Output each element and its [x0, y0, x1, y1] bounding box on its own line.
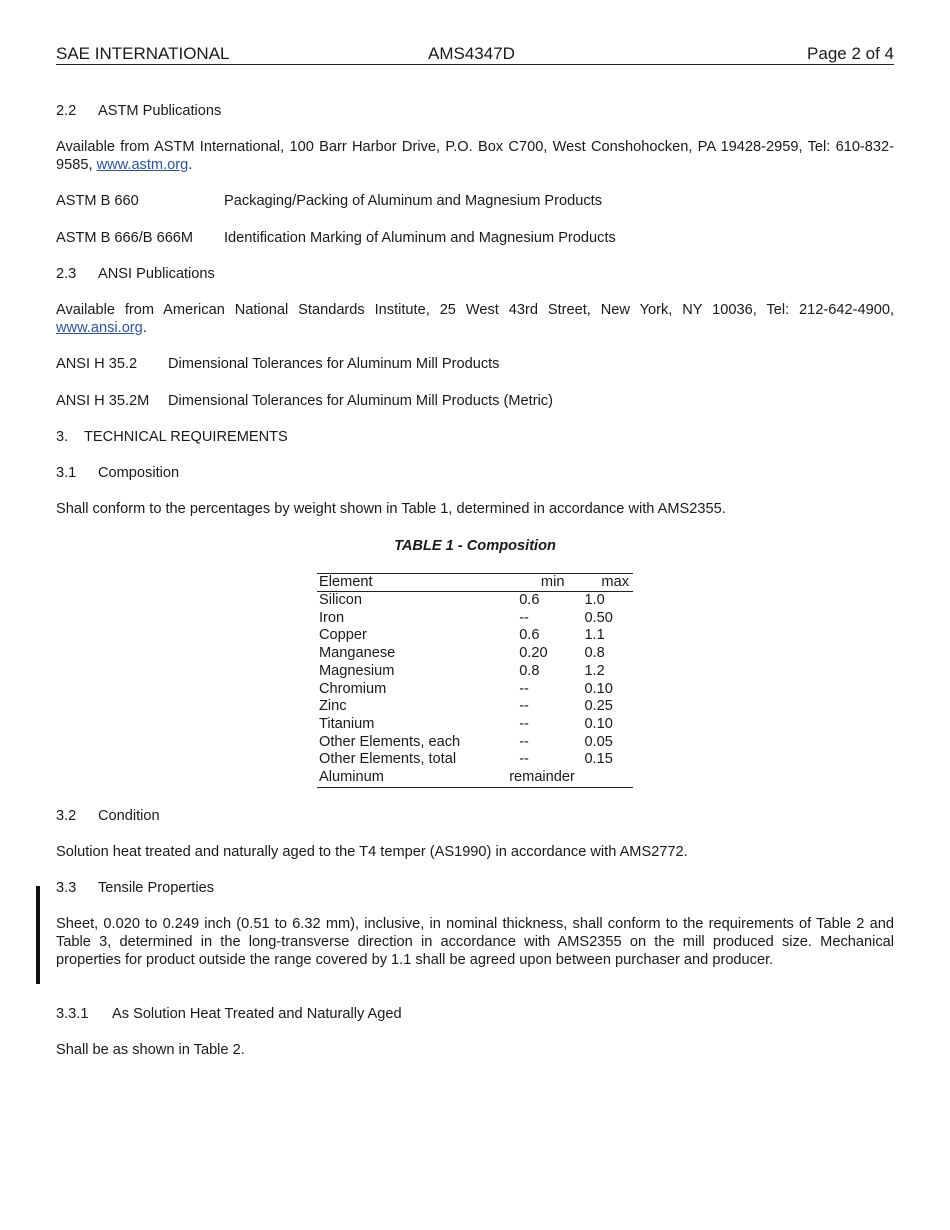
element-cell: Iron — [319, 609, 345, 626]
reference-code: ASTM B 660 — [56, 193, 139, 209]
table-row — [317, 681, 633, 699]
tensile-properties-paragraph: Sheet, 0.020 to 0.249 inch (0.51 to 6.32 mm), inclusive, in nominal thickness, shall conform to the requirements of Table 2 and Table 3, determined in the long-transverse direction in accordance with AMS2355 on the mill produced size. Mechanical properties for product outside the range covered by 1.1 shall be agreed upon between purchaser and producer. — [56, 916, 894, 968]
astm-website-link[interactable]: www.astm.org — [96, 157, 189, 173]
reference-item — [56, 392, 894, 410]
section-title: ASTM Publications — [98, 103, 222, 119]
element-cell: Titanium — [319, 715, 375, 732]
element-cell: Magnesium — [319, 662, 395, 679]
table-row — [317, 716, 633, 734]
element-cell: Other Elements, total — [319, 751, 457, 768]
sentence-period: . — [142, 320, 147, 336]
max-cell: 1.1 — [584, 627, 605, 644]
table-row — [317, 645, 633, 663]
max-cell: 1.0 — [584, 592, 605, 608]
reference-title: Dimensional Tolerances for Aluminum Mill Products (Metric) — [168, 393, 553, 409]
element-cell: Manganese — [319, 645, 396, 662]
min-cell: 0.20 — [519, 645, 548, 662]
element-cell: Other Elements, each — [319, 733, 461, 750]
min-cell: -- — [519, 715, 529, 732]
section-title: Tensile Properties — [98, 880, 214, 896]
table-row — [317, 610, 633, 628]
max-cell: 0.10 — [584, 680, 613, 697]
section-number: 2.2 — [56, 103, 77, 119]
table-1-caption: TABLE 1 - Composition — [394, 538, 556, 554]
section-title: TECHNICAL REQUIREMENTS — [84, 429, 288, 445]
astm-availability-text: Available from ASTM International, 100 Barr Harbor Drive, P.O. Box C700, West Conshohocken, PA 19428-2959, Tel: 610-832-9585, — [56, 139, 894, 173]
section-3-heading — [56, 428, 894, 446]
section-2-3-heading — [56, 265, 894, 283]
header-page-number: Page 2 of 4 — [807, 44, 894, 63]
element-cell: Copper — [319, 627, 367, 644]
remainder-cell: remainder — [509, 769, 575, 786]
header-document-number: AMS4347D — [428, 44, 515, 63]
section-3-1-heading — [56, 464, 894, 482]
header-organization: SAE INTERNATIONAL — [56, 44, 230, 63]
min-cell: -- — [519, 609, 529, 626]
composition-paragraph: Shall conform to the percentages by weight shown in Table 1, determined in accordance with AMS2355. — [56, 501, 726, 517]
min-cell: 0.6 — [519, 627, 540, 644]
section-3-3-1-heading — [56, 1005, 894, 1023]
section-number: 3.3 — [56, 880, 77, 896]
section-number: 3. — [56, 429, 69, 445]
table-row — [317, 663, 633, 681]
ansi-availability-text: Available from American National Standards Institute, 25 West 43rd Street, New York, NY 10036, Tel: 212-642-4900, — [56, 302, 894, 318]
section-title: Composition — [98, 465, 180, 481]
table-row — [317, 769, 633, 787]
table-row — [317, 751, 633, 769]
section-3-3-heading — [56, 879, 894, 897]
section-2-2-heading — [56, 102, 894, 120]
ansi-website-link[interactable]: www.ansi.org — [56, 320, 143, 336]
ansi-availability-paragraph — [56, 301, 894, 337]
element-cell: Chromium — [319, 680, 387, 697]
min-cell: 0.6 — [519, 592, 540, 608]
table-row — [317, 592, 633, 610]
element-cell: Silicon — [319, 592, 362, 608]
column-header-element: Element — [317, 574, 501, 592]
table-header-row — [317, 574, 633, 592]
reference-item — [56, 192, 894, 210]
max-cell: 0.05 — [584, 733, 613, 750]
table-2-reference-paragraph: Shall be as shown in Table 2. — [56, 1042, 245, 1058]
column-header-min: min — [501, 574, 574, 592]
condition-paragraph: Solution heat treated and naturally aged to the T4 temper (AS1990) in accordance with AMS2772. — [56, 844, 688, 860]
max-cell: 0.50 — [584, 609, 613, 626]
section-title: Condition — [98, 808, 160, 824]
section-3-2-heading — [56, 807, 894, 825]
min-cell: 0.8 — [519, 662, 540, 679]
min-cell: -- — [519, 680, 529, 697]
section-number: 2.3 — [56, 266, 77, 282]
reference-code: ANSI H 35.2M — [56, 393, 150, 409]
reference-title: Packaging/Packing of Aluminum and Magnesium Products — [224, 193, 603, 209]
sentence-period: . — [188, 157, 193, 173]
min-cell: -- — [519, 751, 529, 768]
min-cell: -- — [519, 733, 529, 750]
max-cell: 1.2 — [584, 662, 605, 679]
max-cell: 0.15 — [584, 751, 613, 768]
element-cell: Zinc — [319, 698, 347, 715]
reference-code: ANSI H 35.2 — [56, 356, 138, 372]
reference-item — [56, 355, 894, 373]
section-number: 3.1 — [56, 465, 77, 481]
reference-code: ASTM B 666/B 666M — [56, 230, 194, 246]
table-row — [317, 734, 633, 752]
reference-item — [56, 229, 894, 247]
table-row — [317, 627, 633, 645]
max-cell: 0.10 — [584, 715, 613, 732]
page-header — [56, 44, 894, 65]
table-row — [317, 698, 633, 716]
section-number: 3.3.1 — [56, 1006, 89, 1022]
max-cell: 0.8 — [584, 645, 605, 662]
section-title: As Solution Heat Treated and Naturally Aged — [112, 1006, 402, 1022]
section-title: ANSI Publications — [98, 266, 215, 282]
element-cell: Aluminum — [319, 769, 384, 786]
astm-availability-paragraph — [56, 138, 894, 174]
composition-table — [317, 573, 633, 788]
min-cell: -- — [519, 698, 529, 715]
reference-title: Dimensional Tolerances for Aluminum Mill Products — [168, 356, 500, 372]
section-number: 3.2 — [56, 808, 77, 824]
revision-change-bar — [36, 886, 40, 984]
column-header-max: max — [574, 574, 633, 592]
max-cell: 0.25 — [584, 698, 613, 715]
reference-title: Identification Marking of Aluminum and Magnesium Products — [224, 230, 616, 246]
